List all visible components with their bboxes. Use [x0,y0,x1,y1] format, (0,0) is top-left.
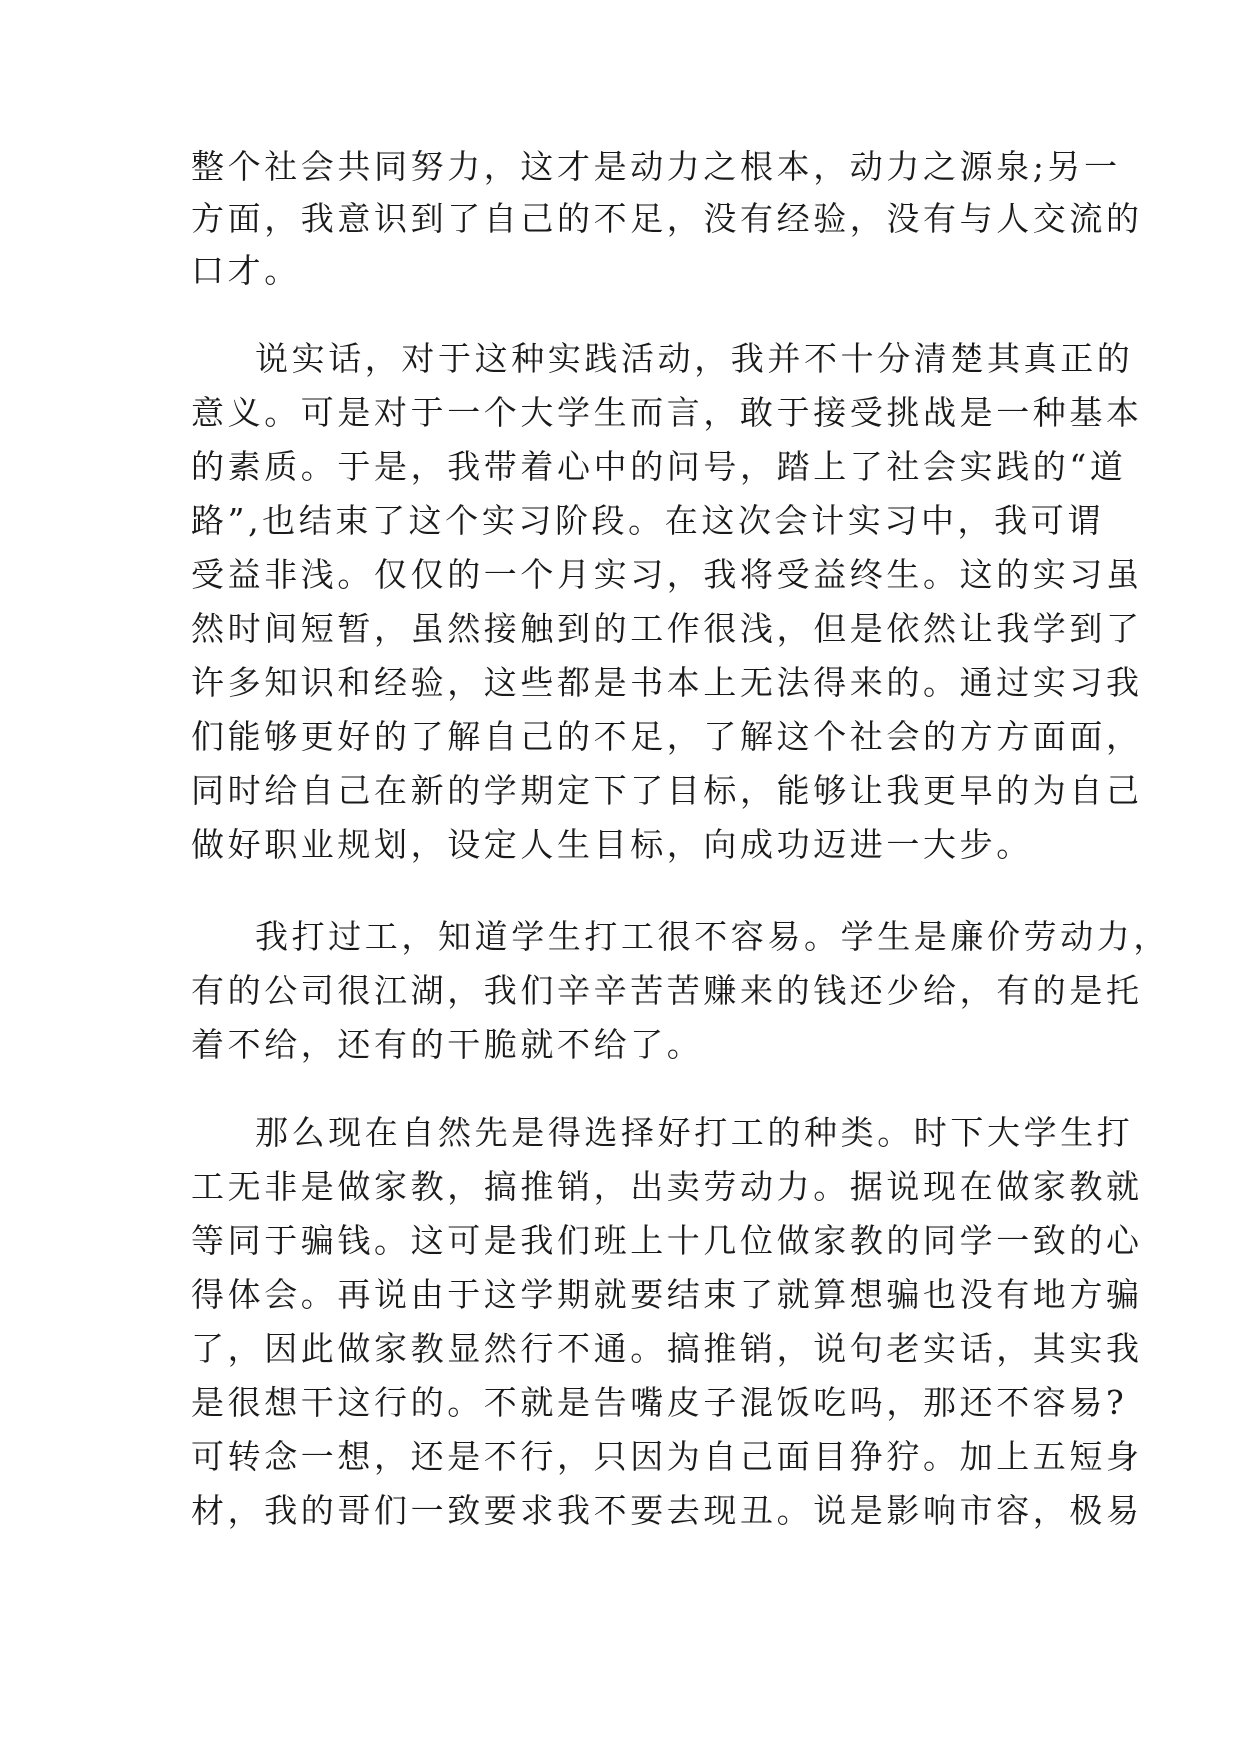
text-line: 口才。 [191,251,301,290]
text-line: 了，因此做家教显然行不通。搞推销，说句老实话，其实我 [191,1329,1143,1368]
paragraph-first-line: 我打过工，知道学生打工很不容易。学生是廉价劳动力， [255,917,1170,956]
text-line: 材，我的哥们一致要求我不要去现丑。说是影响市容，极易 [191,1491,1143,1530]
paragraph-first-line: 说实话，对于这种实践活动，我并不十分清楚其真正的 [255,339,1134,378]
text-line: 整个社会共同努力，这才是动力之根本，动力之源泉;另一 [191,147,1121,186]
text-line: 着不给，还有的干脆就不给了。 [191,1025,704,1064]
text-line: 受益非浅。仅仅的一个月实习，我将受益终生。这的实习虽 [191,555,1143,594]
text-line: 许多知识和经验，这些都是书本上无法得来的。通过实习我 [191,663,1143,702]
text-line: 工无非是做家教，搞推销，出卖劳动力。据说现在做家教就 [191,1167,1143,1206]
text-line: 意义。可是对于一个大学生而言，敢于接受挑战是一种基本 [191,393,1143,432]
text-line: 们能够更好的了解自己的不足，了解这个社会的方方面面， [191,717,1143,756]
text-line: 做好职业规划，设定人生目标，向成功迈进一大步。 [191,825,1033,864]
text-line: 得体会。再说由于这学期就要结束了就算想骗也没有地方骗 [191,1275,1143,1314]
text-line: 然时间短暂，虽然接触到的工作很浅，但是依然让我学到了 [191,609,1143,648]
text-line: 路”,也结束了这个实习阶段。在这次会计实习中，我可谓 [191,501,1104,540]
text-line: 方面，我意识到了自己的不足，没有经验，没有与人交流的 [191,199,1143,238]
text-line: 等同于骗钱。这可是我们班上十几位做家教的同学一致的心 [191,1221,1143,1260]
paragraph-first-line: 那么现在自然先是得选择好打工的种类。时下大学生打 [255,1113,1134,1152]
text-line: 的素质。于是，我带着心中的问号，踏上了社会实践的“道 [191,447,1127,486]
text-line: 同时给自己在新的学期定下了目标，能够让我更早的为自己 [191,771,1143,810]
text-line: 可转念一想，还是不行，只因为自己面目狰狞。加上五短身 [191,1437,1143,1476]
text-line: 是很想干这行的。不就是告嘴皮子混饭吃吗，那还不容易? [191,1383,1128,1422]
text-line: 有的公司很江湖，我们辛辛苦苦赚来的钱还少给，有的是托 [191,971,1143,1010]
